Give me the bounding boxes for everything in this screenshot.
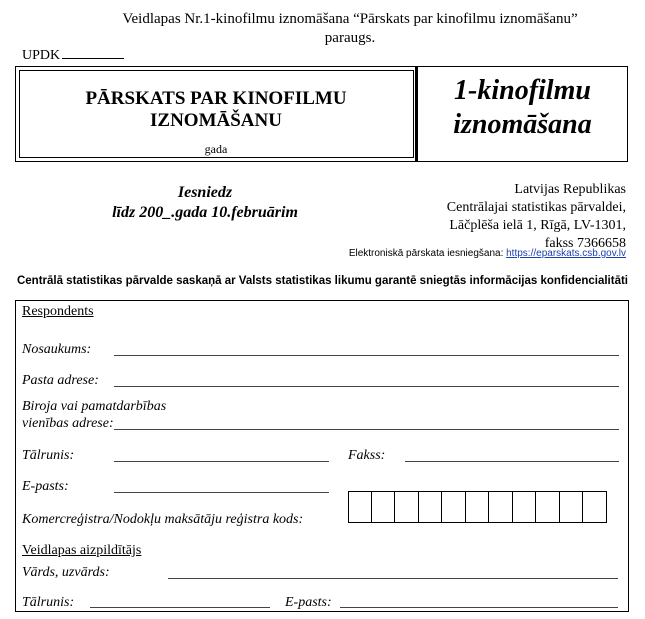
register-code-label: Komercreģistra/Nodokļu maksātāju reģistra kods: — [22, 512, 304, 527]
office-address-label-line-2: vienības adrese: — [22, 416, 114, 431]
filler-section-title: Veidlapas aizpildītājs — [22, 543, 142, 558]
office-address-label — [22, 398, 166, 432]
updk-label: UPDK — [22, 48, 61, 63]
filler-email-label: E-pasts: — [285, 595, 332, 610]
register-code-cell[interactable] — [442, 491, 466, 523]
updk-blank[interactable] — [62, 46, 124, 59]
register-code-cell[interactable] — [395, 491, 419, 523]
electronic-submission — [250, 248, 626, 259]
updk-field — [22, 46, 124, 64]
phone-field[interactable] — [114, 461, 329, 462]
year-label: gada — [204, 142, 228, 156]
register-code-cell[interactable] — [466, 491, 490, 523]
postal-address-field[interactable] — [114, 386, 619, 387]
electronic-label: Elektroniskā pārskata iesniegšana: — [348, 248, 504, 259]
address-line-3: Lāčplēša ielā 1, Rīgā, LV-1301, — [449, 218, 626, 233]
submission-line-1: Iesniedz — [177, 184, 233, 201]
name-field[interactable] — [114, 355, 619, 356]
caption-line-1: Veidlapas Nr.1-kinofilmu iznomāšana “Pārskats par kinofilmu iznomāšanu” — [122, 11, 578, 27]
register-code-cell[interactable] — [560, 491, 584, 523]
register-code-cell[interactable] — [583, 491, 607, 523]
address-line-4: fakss 7366658 — [544, 236, 626, 251]
form-code-line-1: 1-kinofilmu — [454, 75, 591, 106]
register-code-cell[interactable] — [372, 491, 396, 523]
office-address-label-line-1: Biroja vai pamatdarbības — [22, 399, 167, 414]
phone-label: Tālrunis: — [22, 448, 75, 463]
filler-email-field[interactable] — [340, 607, 618, 608]
address-line-2: Centrālajai statistikas pārvaldei, — [446, 200, 626, 215]
postal-address-label: Pasta adrese: — [22, 373, 99, 388]
register-code-cells[interactable] — [348, 491, 607, 523]
form-code — [420, 74, 625, 142]
report-title-line-2: IZNOMĀŠANU — [150, 110, 282, 131]
form-code-line-2: iznomāšana — [453, 109, 592, 140]
submission-deadline — [110, 183, 300, 223]
submission-line-2: līdz 200_.gada 10.februārim — [112, 204, 298, 221]
office-address-field[interactable] — [114, 429, 619, 430]
form-caption — [60, 10, 640, 48]
address-line-1: Latvijas Republikas — [514, 182, 626, 197]
register-code-cell[interactable] — [536, 491, 560, 523]
name-label: Nosaukums: — [22, 342, 92, 357]
report-title — [20, 88, 412, 132]
title-divider — [415, 66, 418, 162]
eparskats-link[interactable]: https://eparskats.csb.gov.lv — [506, 248, 626, 259]
register-code-cell[interactable] — [489, 491, 513, 523]
register-code-cell[interactable] — [419, 491, 443, 523]
caption-line-2: paraugs. — [324, 30, 376, 46]
fax-label: Fakss: — [348, 448, 386, 463]
email-label: E-pasts: — [22, 479, 69, 494]
filler-name-field[interactable] — [168, 578, 618, 579]
respondent-section-title: Respondents — [22, 304, 94, 319]
email-field[interactable] — [114, 492, 329, 493]
filler-phone-field[interactable] — [90, 607, 270, 608]
filler-phone-label: Tālrunis: — [22, 595, 75, 610]
confidentiality-notice: Centrālā statistikas pārvalde saskaņā ar Valsts statistikas likumu garantē sniegtās informācijas konfidencialitāti — [16, 275, 629, 287]
register-code-cell[interactable] — [348, 491, 372, 523]
filler-name-label: Vārds, uzvārds: — [22, 565, 110, 580]
fax-field[interactable] — [405, 461, 619, 462]
register-code-cell[interactable] — [513, 491, 537, 523]
report-title-line-1: PĀRSKATS PAR KINOFILMU — [85, 88, 347, 109]
recipient-address — [380, 181, 626, 253]
